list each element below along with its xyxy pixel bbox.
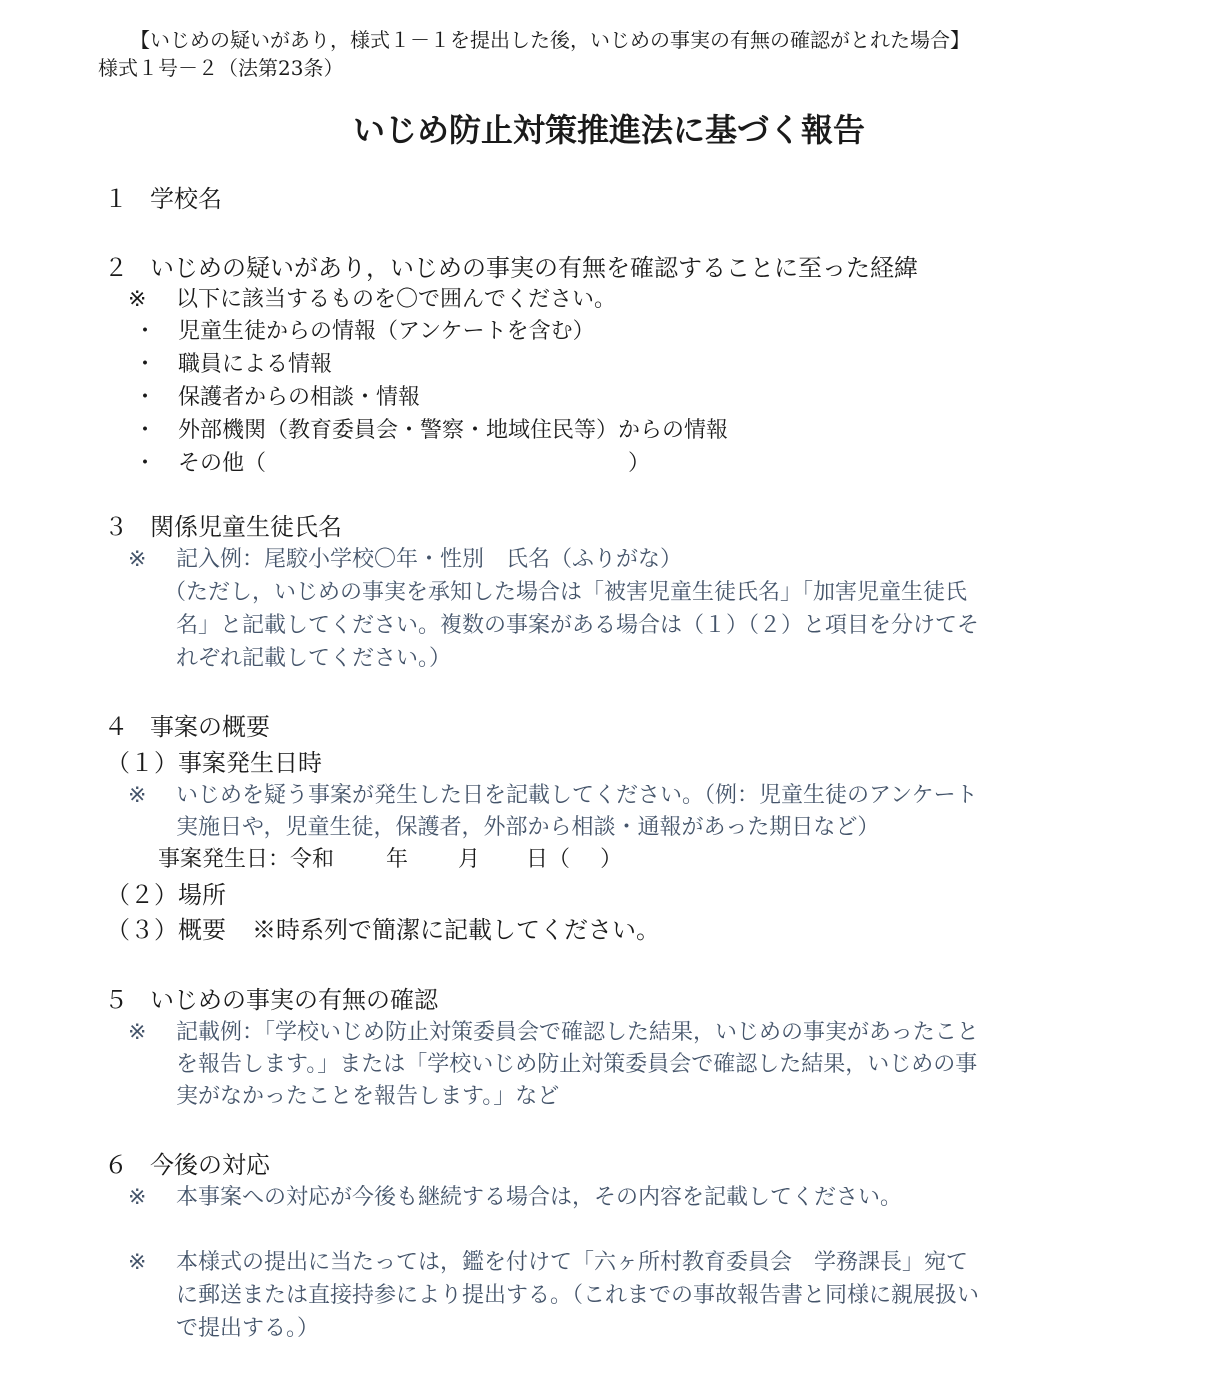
note-line: を報告します。」または「学校いじめ防止対策委員会で確認した結果，いじめの事: [176, 1052, 978, 1077]
note-line: 実施日や，児童生徒，保護者，外部から相談・通報があった期日など）: [176, 815, 880, 840]
section-3-heading: [104, 515, 342, 539]
note-mark: ※: [128, 783, 147, 808]
form-number: 様式１号－２（法第23条）: [98, 56, 344, 80]
section-title: いじめの疑いがあり，いじめの事実の有無を確認することに至った経緯: [150, 254, 918, 282]
subsection-3-note: ※時系列で簡潔に記載してください。: [252, 916, 660, 944]
note-text: 記載例：「学校いじめ防止対策委員会で確認した結果，いじめの事実があったこと: [176, 1020, 979, 1045]
option-item: [134, 354, 332, 376]
date-label: 事案発生日：令和: [158, 847, 335, 872]
option-item: [134, 321, 595, 343]
note-mark: ※: [128, 287, 147, 312]
subsection-3: [106, 918, 660, 942]
date-close: ）: [600, 847, 623, 872]
note-mark: ※: [128, 1185, 147, 1210]
other-label: その他（: [178, 451, 267, 476]
date-month: 月: [458, 847, 481, 872]
section-title: 関係児童生徒氏名: [150, 513, 342, 541]
section-title: 事案の概要: [150, 713, 270, 741]
section-title: いじめの事実の有無の確認: [150, 986, 438, 1014]
section-1-heading: [104, 187, 222, 211]
section-2-note: [128, 289, 616, 311]
section-number: １: [104, 185, 128, 213]
section-number: ３: [104, 513, 128, 541]
section-4-heading: [104, 715, 270, 739]
bullet: ・: [134, 451, 157, 476]
note-mark: ※: [128, 1250, 147, 1275]
date-year: 年: [386, 847, 409, 872]
note-text: 本様式の提出に当たっては，鑑を付けて「六ヶ所村教育委員会 学務課長」宛て: [176, 1250, 969, 1275]
option-label: 保護者からの相談・情報: [178, 385, 421, 410]
section-number: ６: [104, 1151, 128, 1179]
page-title: いじめ防止対策推進法に基づく報告: [352, 111, 865, 149]
section-2-heading: [104, 256, 918, 280]
note-text: 以下に該当するものを〇で囲んでください。: [176, 287, 617, 312]
bullet: ・: [134, 385, 157, 410]
option-label: 児童生徒からの情報（アンケートを含む）: [178, 319, 595, 344]
option-label: 外部機関（教育委員会・警察・地域住民等）からの情報: [178, 418, 729, 443]
section-number: ２: [104, 254, 128, 282]
option-item-other: [134, 453, 650, 475]
other-close: ）: [628, 451, 651, 476]
option-label: 職員による情報: [178, 352, 333, 377]
bullet: ・: [134, 319, 157, 344]
section-4-note: [128, 785, 978, 807]
section-5-note: [128, 1022, 979, 1044]
note-mark: ※: [128, 1020, 147, 1045]
note-text: 記入例：尾駮小学校〇年・性別 氏名（ふりがな）: [176, 547, 683, 572]
section-number: ５: [104, 986, 128, 1014]
subsection-2: （２）場所: [106, 881, 226, 909]
incident-date-row: [158, 849, 622, 871]
subsection-3-title: （３）概要: [106, 916, 226, 944]
note-text: 本事案への対応が今後も継続する場合は，その内容を記載してください。: [176, 1185, 903, 1210]
section-number: ４: [104, 713, 128, 741]
bullet: ・: [134, 352, 157, 377]
date-day: 日（: [526, 847, 571, 872]
note-line: で提出する。）: [176, 1316, 320, 1341]
section-6-heading: [104, 1153, 270, 1177]
section-6-note: [128, 1187, 902, 1209]
option-item: [134, 387, 420, 409]
subsection-1: （１）事案発生日時: [106, 749, 322, 777]
note-line: に郵送または直接持参により提出する。（これまでの事故報告書と同様に親展扱い: [176, 1283, 980, 1308]
note-line: れぞれ記載してください。）: [176, 646, 452, 671]
header-condition: 【いじめの疑いがあり，様式１－１を提出した後，いじめの事実の有無の確認がとれた場合】: [130, 28, 970, 52]
note-mark: ※: [128, 547, 147, 572]
note-text: いじめを疑う事案が発生した日を記載してください。（例：児童生徒のアンケート: [176, 783, 978, 808]
section-5-heading: [104, 988, 438, 1012]
submission-note: [128, 1252, 968, 1274]
section-3-note: [128, 549, 682, 571]
note-line: （ただし，いじめの事実を承知した場合は「被害児童生徒氏名」「加害児童生徒氏: [164, 580, 968, 605]
bullet: ・: [134, 418, 157, 443]
note-line: 実がなかったことを報告します。」など: [176, 1084, 560, 1109]
option-item: [134, 420, 728, 442]
section-title: 学校名: [150, 185, 222, 213]
note-line: 名」と記載してください。複数の事案がある場合は（１）（２）と項目を分けてそ: [176, 613, 980, 638]
section-title: 今後の対応: [150, 1151, 270, 1179]
